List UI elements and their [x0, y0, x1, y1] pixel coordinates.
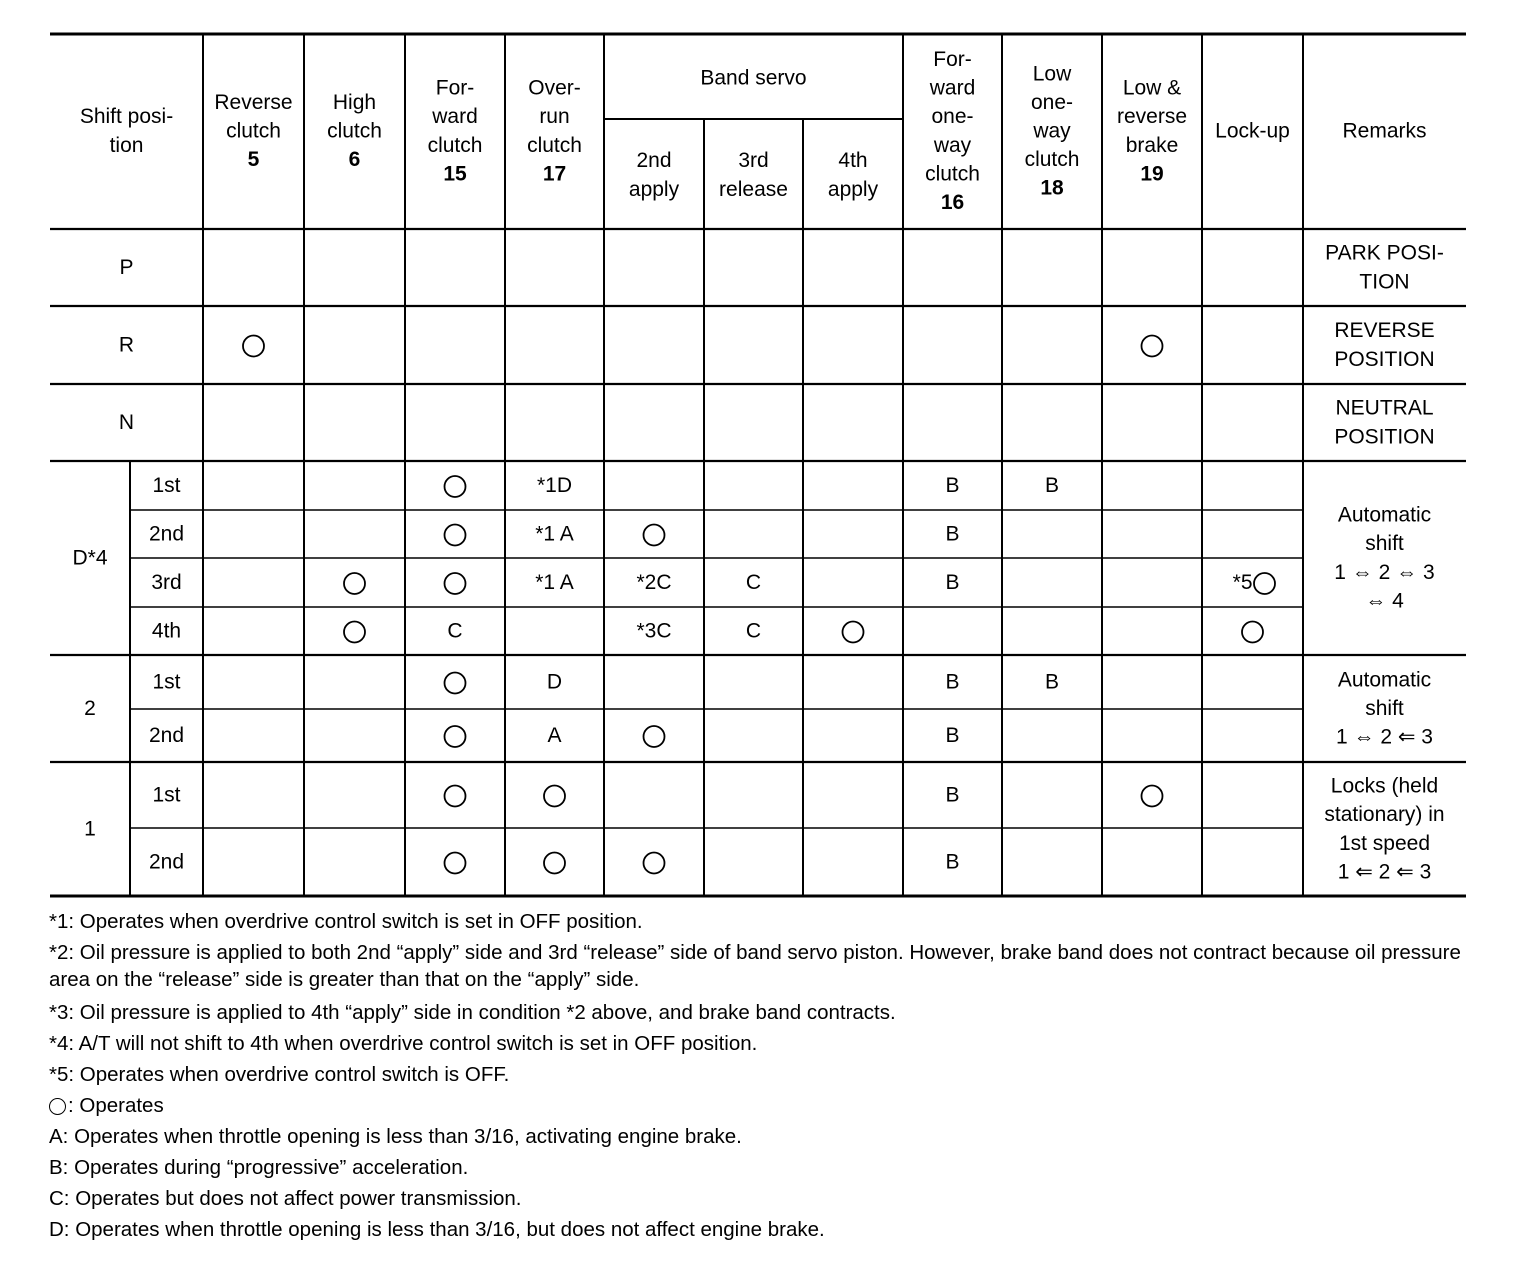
- cell-value: B: [945, 670, 960, 694]
- shift-position-label: D*4: [72, 546, 108, 570]
- header-forward-one-way-clutch-line-2: ward: [929, 76, 976, 100]
- shift-position-label: N: [118, 411, 135, 434]
- gear-label: 2nd: [148, 850, 185, 874]
- remarks-P-line-2: TION: [1359, 270, 1410, 294]
- header-forward-clutch-line-2: ward: [432, 105, 478, 129]
- gear-label: 2nd: [148, 724, 185, 747]
- operates-circle-icon: [843, 622, 864, 643]
- header-low-one-way-clutch-line-3: way: [1033, 119, 1071, 143]
- header-reverse-clutch-line-1: Reverse: [214, 90, 293, 114]
- remarks-N-line-2: POSITION: [1334, 425, 1435, 449]
- header-forward-clutch-line-3: clutch: [427, 133, 483, 157]
- cell-value: B: [945, 724, 960, 747]
- operates-circle-icon: [243, 336, 264, 357]
- remarks-R-line-2: POSITION: [1334, 347, 1435, 371]
- cell-value: *2C: [636, 571, 672, 594]
- shift-position-label: R: [118, 333, 135, 357]
- operates-circle-icon: [1242, 622, 1263, 643]
- gear-label: 3rd: [151, 571, 182, 594]
- legend-b: B: Operates during “progressive” acceleration.: [49, 1156, 469, 1179]
- footnote-4: *4: A/T will not shift to 4th when overdrive control switch is set in OFF position.: [49, 1032, 758, 1055]
- header-low-one-way-clutch-line-2: one-: [1030, 90, 1074, 114]
- footnote-1: *1: Operates when overdrive control switch is set in OFF position.: [49, 910, 643, 933]
- remarks-1-line-4: 1 ⇐ 2 ⇐ 3: [1337, 860, 1432, 884]
- operates-circle-icon: [544, 786, 565, 807]
- footnote-3: *3: Oil pressure is applied to 4th “apply” side in condition *2 above, and brake band contracts.: [49, 1001, 896, 1024]
- header-high-clutch-line-1: High: [332, 90, 377, 114]
- header-shift-position-line-1: Shift posi-: [79, 105, 174, 129]
- operates-circle-icon: [644, 726, 665, 747]
- operates-circle-icon: [1142, 336, 1163, 357]
- operates-circle-icon: [644, 853, 665, 874]
- cell-value: C: [745, 571, 762, 594]
- remarks-D4-line-1: Automatic: [1337, 503, 1432, 527]
- cell-value: B: [945, 850, 960, 874]
- cell-value: *3C: [636, 619, 672, 643]
- header-forward-one-way-clutch-line-3: one-: [931, 105, 974, 129]
- header-band-2nd-apply-line-2: apply: [628, 177, 680, 201]
- operates-circle-icon: [445, 726, 466, 747]
- gear-label: 4th: [151, 619, 182, 643]
- footnotes: [49, 906, 1467, 1245]
- header-remarks: Remarks: [1342, 119, 1427, 143]
- operates-circle-icon: [445, 673, 466, 694]
- remarks-2-line-1: Automatic: [1337, 668, 1432, 692]
- footnote-5: *5: Operates when overdrive control switch is OFF.: [49, 1063, 510, 1086]
- remarks-R-line-1: REVERSE: [1334, 319, 1435, 343]
- header-high-clutch-line-3: 6: [348, 148, 361, 172]
- remarks-D4-line-2: shift: [1365, 532, 1404, 556]
- cell-value: B: [1044, 474, 1060, 497]
- operates-circle-icon: [344, 573, 365, 594]
- operates-circle-icon: [445, 786, 466, 807]
- header-low-one-way-clutch-line-5: 18: [1040, 176, 1064, 200]
- operates-circle-icon: [1254, 573, 1275, 594]
- cell-value: *1D: [536, 474, 573, 497]
- gear-label: 1st: [152, 474, 181, 497]
- legend-a: A: Operates when throttle opening is less than 3/16, activating engine brake.: [49, 1125, 742, 1148]
- operates-circle-icon: [445, 525, 466, 546]
- header-forward-one-way-clutch-line-6: 16: [940, 191, 965, 214]
- operates-circle-icon: [344, 622, 365, 643]
- cell-value: D: [546, 670, 563, 694]
- header-band-3rd-release-line-2: release: [719, 177, 788, 201]
- header-band-2nd-apply-line-1: 2nd: [636, 149, 672, 173]
- header-forward-clutch-line-1: For-: [435, 76, 475, 100]
- operates-circle-icon: [1142, 786, 1163, 807]
- operates-circle-icon: [445, 573, 466, 594]
- cell-value: B: [1044, 670, 1060, 694]
- header-forward-one-way-clutch-line-5: clutch: [925, 162, 980, 186]
- footnote-2: *2: Oil pressure is applied to both 2nd “apply” side and 3rd “release” side of band servo piston. However, brake band does not contract because oil pressure area on the “release” side is greater than that on the “apply” side.: [49, 941, 1461, 991]
- shift-position-label: 2: [84, 697, 96, 720]
- remarks-D4-line-4: ⇔ 4: [1365, 589, 1404, 613]
- legend-operates: [49, 1090, 1467, 1121]
- operates-circle-icon: [49, 1098, 66, 1115]
- header-overrun-clutch-line-3: clutch: [527, 133, 582, 157]
- header-high-clutch-line-2: clutch: [327, 119, 382, 143]
- cell-value: *5: [1232, 571, 1253, 594]
- shift-position-label: P: [119, 256, 134, 279]
- remarks-D4-line-3: 1 ⇔ 2 ⇔ 3: [1334, 560, 1435, 584]
- header-low-reverse-brake-line-1: Low &: [1122, 76, 1182, 100]
- remarks-1-line-3: 1st speed: [1338, 831, 1431, 855]
- cell-value: B: [945, 522, 960, 546]
- legend-d: D: Operates when throttle opening is less than 3/16, but does not affect engine brake.: [49, 1218, 825, 1241]
- legend-c: C: Operates but does not affect power transmission.: [49, 1187, 522, 1210]
- header-forward-clutch-line-4: 15: [443, 162, 467, 186]
- cell-value: C: [447, 619, 463, 643]
- header-overrun-clutch-line-4: 17: [542, 162, 567, 186]
- gear-label: 2nd: [148, 522, 185, 546]
- shift-position-label: 1: [84, 817, 96, 841]
- legend-operates-text: : Operates: [68, 1094, 164, 1117]
- header-lock-up: Lock-up: [1215, 119, 1290, 143]
- cell-value: B: [945, 474, 960, 497]
- gear-label: 1st: [152, 783, 181, 807]
- header-low-reverse-brake-line-3: brake: [1125, 133, 1179, 157]
- cell-value: A: [547, 724, 562, 747]
- remarks-2-line-2: shift: [1365, 697, 1404, 720]
- header-band-servo: Band servo: [700, 66, 807, 90]
- cell-value: B: [945, 783, 960, 807]
- operates-circle-icon: [445, 476, 466, 497]
- header-overrun-clutch-line-1: Over-: [528, 76, 581, 100]
- header-shift-position-line-2: tion: [109, 133, 144, 157]
- header-band-3rd-release-line-1: 3rd: [738, 149, 769, 173]
- operates-circle-icon: [445, 853, 466, 874]
- header-band-4th-apply-line-2: apply: [827, 177, 879, 201]
- remarks-1-line-1: Locks (held: [1330, 774, 1439, 798]
- cell-value: *1 A: [535, 522, 574, 546]
- header-overrun-clutch-line-2: run: [539, 105, 570, 129]
- header-low-one-way-clutch-line-1: Low: [1032, 62, 1072, 86]
- header-forward-one-way-clutch-line-4: way: [933, 133, 972, 157]
- header-reverse-clutch-line-2: clutch: [226, 119, 281, 143]
- operates-circle-icon: [644, 525, 665, 546]
- remarks-P-line-1: PARK POSI-: [1325, 241, 1444, 265]
- cell-value: B: [945, 571, 960, 594]
- header-reverse-clutch-line-3: 5: [247, 148, 260, 172]
- remarks-N-line-1: NEUTRAL: [1335, 396, 1434, 420]
- header-band-4th-apply-line-1: 4th: [838, 149, 868, 173]
- header-low-reverse-brake-line-2: reverse: [1116, 105, 1188, 129]
- header-low-one-way-clutch-line-4: clutch: [1024, 148, 1080, 172]
- header-low-reverse-brake-line-4: 19: [1140, 162, 1164, 186]
- remarks-2-line-3: 1 ⇔ 2 ⇐ 3: [1336, 725, 1433, 749]
- cell-value: *1 A: [535, 571, 574, 594]
- operates-circle-icon: [544, 853, 565, 874]
- remarks-1-line-2: stationary) in: [1324, 803, 1445, 827]
- cell-value: C: [745, 619, 762, 643]
- header-forward-one-way-clutch-line-1: For-: [933, 48, 972, 71]
- gear-label: 1st: [152, 670, 181, 694]
